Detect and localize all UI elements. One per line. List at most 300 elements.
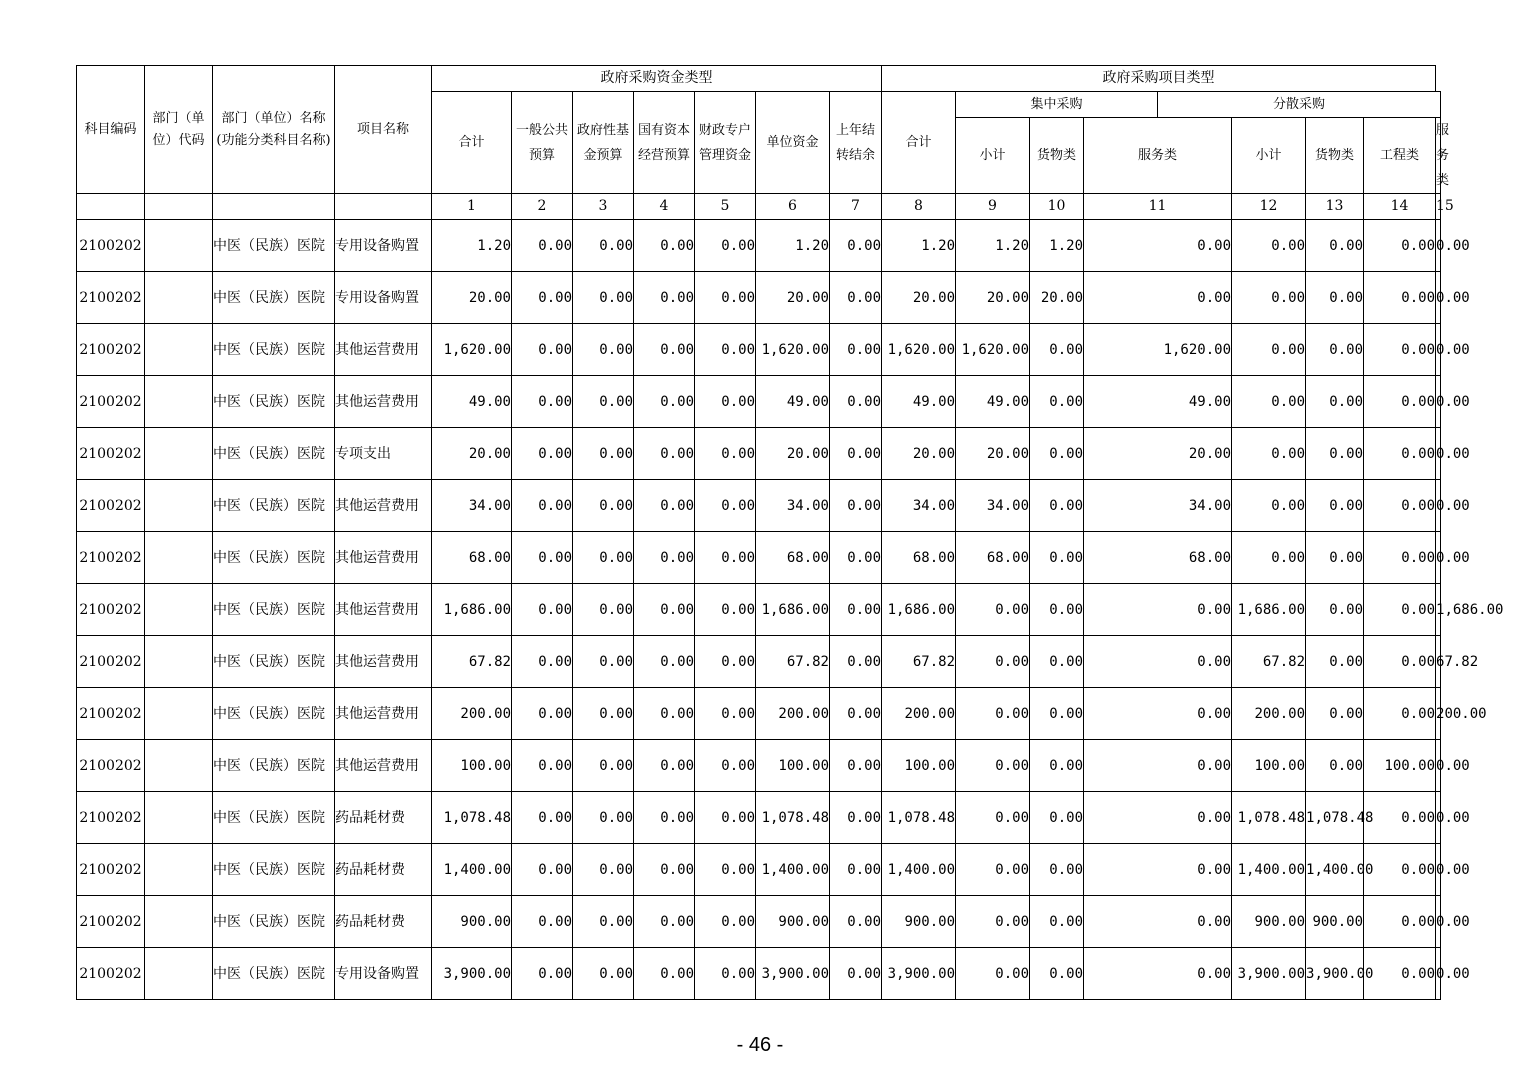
column-number: 4	[634, 194, 695, 220]
cell-amount: 0.00	[695, 636, 756, 688]
cell-amount: 34.00	[756, 480, 830, 532]
cell-amount: 0.00	[573, 220, 634, 272]
cell-subject-code: 2100202	[77, 948, 145, 1000]
column-number: 15	[1436, 194, 1441, 220]
cell-amount: 3,900.00	[1306, 948, 1364, 1000]
cell-amount: 0.00	[1306, 584, 1364, 636]
header-central-goods: 货物类	[1030, 118, 1084, 194]
cell-amount: 49.00	[1084, 376, 1232, 428]
cell-subject-code: 2100202	[77, 844, 145, 896]
cell-project-name: 药品耗材费	[335, 844, 432, 896]
cell-project-name: 其他运营费用	[335, 376, 432, 428]
cell-amount: 0.00	[695, 272, 756, 324]
cell-amount: 0.00	[830, 324, 882, 376]
cell-amount: 0.00	[1084, 896, 1232, 948]
cell-amount: 67.82	[1436, 636, 1441, 688]
header-blank-2	[145, 194, 213, 220]
cell-dept-code	[145, 948, 213, 1000]
cell-amount: 0.00	[1030, 688, 1084, 740]
header-fund-carry: 上年结转结余	[830, 92, 882, 194]
cell-amount: 0.00	[512, 948, 573, 1000]
cell-amount: 0.00	[695, 896, 756, 948]
cell-amount: 0.00	[695, 688, 756, 740]
table-row	[77, 324, 1441, 376]
cell-amount: 0.00	[1232, 324, 1306, 376]
cell-amount: 900.00	[756, 896, 830, 948]
procurement-table	[76, 65, 1504, 1000]
table-row	[77, 272, 1441, 324]
cell-dept-name: 中医（民族）医院	[213, 220, 335, 272]
cell-amount: 0.00	[1030, 324, 1084, 376]
cell-subject-code: 2100202	[77, 636, 145, 688]
cell-amount: 0.00	[1436, 376, 1441, 428]
header-fund-total: 合计	[432, 92, 512, 194]
cell-amount: 0.00	[1436, 480, 1441, 532]
cell-amount: 0.00	[1030, 428, 1084, 480]
cell-dept-name: 中医（民族）医院	[213, 740, 335, 792]
cell-amount: 0.00	[1084, 636, 1232, 688]
header-fund-special: 财政专户管理资金	[695, 92, 756, 194]
cell-amount: 0.00	[1030, 532, 1084, 584]
cell-amount: 0.00	[695, 948, 756, 1000]
cell-amount: 0.00	[1364, 324, 1436, 376]
cell-amount: 0.00	[1030, 844, 1084, 896]
header-dispersed-subtotal: 小计	[1232, 118, 1306, 194]
cell-subject-code: 2100202	[77, 792, 145, 844]
cell-amount: 20.00	[882, 272, 956, 324]
header-central-service: 服务类	[1084, 118, 1232, 194]
cell-amount: 0.00	[956, 688, 1030, 740]
cell-amount: 100.00	[1364, 740, 1436, 792]
table-body	[77, 220, 1504, 1000]
cell-dept-name: 中医（民族）医院	[213, 532, 335, 584]
cell-amount: 0.00	[634, 636, 695, 688]
cell-amount: 68.00	[956, 532, 1030, 584]
header-project-name: 项目名称	[335, 66, 432, 194]
cell-amount: 0.00	[830, 636, 882, 688]
cell-amount: 0.00	[956, 636, 1030, 688]
cell-dept-code	[145, 688, 213, 740]
cell-amount: 0.00	[1306, 688, 1364, 740]
cell-amount: 20.00	[882, 428, 956, 480]
cell-project-name: 专用设备购置	[335, 220, 432, 272]
cell-amount: 20.00	[756, 272, 830, 324]
cell-amount: 20.00	[432, 272, 512, 324]
cell-amount: 49.00	[756, 376, 830, 428]
cell-amount: 0.00	[1030, 740, 1084, 792]
cell-amount: 1,078.48	[432, 792, 512, 844]
column-number: 2	[512, 194, 573, 220]
cell-amount: 1,400.00	[1306, 844, 1364, 896]
cell-amount: 1.20	[882, 220, 956, 272]
cell-amount: 68.00	[1084, 532, 1232, 584]
column-number: 10	[1030, 194, 1084, 220]
cell-amount: 0.00	[573, 324, 634, 376]
cell-amount: 0.00	[573, 740, 634, 792]
cell-dept-code	[145, 376, 213, 428]
header-fund-general: 一般公共预算	[512, 92, 573, 194]
cell-amount: 0.00	[1030, 948, 1084, 1000]
column-number: 1	[432, 194, 512, 220]
cell-amount: 0.00	[512, 896, 573, 948]
cell-project-name: 其他运营费用	[335, 636, 432, 688]
cell-amount: 3,900.00	[756, 948, 830, 1000]
cell-amount: 0.00	[1030, 636, 1084, 688]
table-row	[77, 220, 1441, 272]
cell-amount: 0.00	[1436, 948, 1441, 1000]
cell-amount: 0.00	[1306, 428, 1364, 480]
column-number: 12	[1232, 194, 1306, 220]
cell-amount: 0.00	[573, 896, 634, 948]
cell-amount: 0.00	[573, 792, 634, 844]
cell-amount: 0.00	[1232, 376, 1306, 428]
cell-amount: 1,620.00	[882, 324, 956, 376]
cell-amount: 0.00	[512, 376, 573, 428]
cell-project-name: 专用设备购置	[335, 948, 432, 1000]
cell-amount: 3,900.00	[882, 948, 956, 1000]
cell-amount: 0.00	[1084, 948, 1232, 1000]
cell-amount: 0.00	[1306, 636, 1364, 688]
cell-amount: 0.00	[512, 688, 573, 740]
table-row	[77, 688, 1441, 740]
cell-amount: 0.00	[573, 428, 634, 480]
cell-amount: 0.00	[1084, 844, 1232, 896]
cell-amount: 0.00	[512, 584, 573, 636]
cell-dept-code	[145, 480, 213, 532]
cell-project-name: 专用设备购置	[335, 272, 432, 324]
cell-amount: 1,400.00	[1232, 844, 1306, 896]
cell-subject-code: 2100202	[77, 740, 145, 792]
table-row	[77, 636, 1441, 688]
cell-project-name: 药品耗材费	[335, 792, 432, 844]
header-dispersed-works: 工程类	[1364, 118, 1436, 194]
cell-amount: 0.00	[1306, 740, 1364, 792]
cell-amount: 200.00	[1232, 688, 1306, 740]
cell-amount: 67.82	[756, 636, 830, 688]
cell-amount: 0.00	[956, 948, 1030, 1000]
cell-amount: 0.00	[1232, 428, 1306, 480]
cell-amount: 0.00	[634, 740, 695, 792]
cell-amount: 0.00	[956, 584, 1030, 636]
cell-amount: 34.00	[432, 480, 512, 532]
cell-amount: 1,620.00	[1084, 324, 1232, 376]
cell-amount: 0.00	[573, 688, 634, 740]
cell-amount: 0.00	[695, 376, 756, 428]
cell-amount: 0.00	[1232, 220, 1306, 272]
cell-amount: 0.00	[956, 740, 1030, 792]
cell-amount: 0.00	[1436, 532, 1441, 584]
cell-amount: 0.00	[695, 584, 756, 636]
cell-amount: 0.00	[1232, 272, 1306, 324]
cell-amount: 68.00	[432, 532, 512, 584]
cell-amount: 20.00	[956, 428, 1030, 480]
cell-dept-code	[145, 428, 213, 480]
cell-amount: 0.00	[634, 220, 695, 272]
cell-amount: 0.00	[1306, 220, 1364, 272]
header-fund-gov: 政府性基金预算	[573, 92, 634, 194]
cell-dept-name: 中医（民族）医院	[213, 636, 335, 688]
cell-amount: 900.00	[432, 896, 512, 948]
cell-subject-code: 2100202	[77, 220, 145, 272]
cell-amount: 1,686.00	[756, 584, 830, 636]
cell-amount: 0.00	[695, 324, 756, 376]
cell-amount: 100.00	[882, 740, 956, 792]
cell-amount: 0.00	[512, 324, 573, 376]
column-number: 5	[695, 194, 756, 220]
cell-subject-code: 2100202	[77, 324, 145, 376]
cell-amount: 0.00	[1364, 844, 1436, 896]
cell-amount: 0.00	[1364, 688, 1436, 740]
table-row	[77, 584, 1441, 636]
cell-dept-name: 中医（民族）医院	[213, 376, 335, 428]
cell-amount: 0.00	[1436, 428, 1441, 480]
cell-subject-code: 2100202	[77, 376, 145, 428]
cell-amount: 0.00	[695, 844, 756, 896]
cell-amount: 0.00	[1364, 636, 1436, 688]
cell-amount: 0.00	[634, 844, 695, 896]
cell-amount: 0.00	[1364, 532, 1436, 584]
cell-amount: 0.00	[634, 584, 695, 636]
cell-amount: 1,620.00	[956, 324, 1030, 376]
cell-amount: 0.00	[695, 480, 756, 532]
cell-amount: 0.00	[1364, 428, 1436, 480]
cell-amount: 0.00	[512, 844, 573, 896]
cell-project-name: 其他运营费用	[335, 740, 432, 792]
cell-amount: 0.00	[830, 584, 882, 636]
cell-amount: 0.00	[830, 896, 882, 948]
cell-amount: 900.00	[1306, 896, 1364, 948]
cell-amount: 0.00	[1436, 844, 1441, 896]
cell-amount: 100.00	[1232, 740, 1306, 792]
cell-amount: 0.00	[956, 896, 1030, 948]
cell-amount: 0.00	[1364, 792, 1436, 844]
cell-amount: 0.00	[573, 480, 634, 532]
cell-amount: 200.00	[882, 688, 956, 740]
cell-amount: 67.82	[1232, 636, 1306, 688]
cell-amount: 200.00	[432, 688, 512, 740]
cell-amount: 1.20	[756, 220, 830, 272]
header-blank-1	[77, 194, 145, 220]
cell-amount: 0.00	[634, 428, 695, 480]
cell-dept-code	[145, 844, 213, 896]
cell-amount: 0.00	[1030, 584, 1084, 636]
cell-amount: 1,620.00	[756, 324, 830, 376]
cell-amount: 1.20	[432, 220, 512, 272]
cell-dept-name: 中医（民族）医院	[213, 272, 335, 324]
cell-amount: 0.00	[634, 324, 695, 376]
cell-amount: 0.00	[830, 688, 882, 740]
header-group-fund-type: 政府采购资金类型	[432, 66, 882, 92]
cell-amount: 0.00	[573, 532, 634, 584]
cell-amount: 0.00	[695, 792, 756, 844]
cell-project-name: 其他运营费用	[335, 532, 432, 584]
cell-amount: 49.00	[956, 376, 1030, 428]
cell-amount: 67.82	[882, 636, 956, 688]
cell-amount: 0.00	[1436, 740, 1441, 792]
cell-project-name: 其他运营费用	[335, 584, 432, 636]
page-number: - 46 -	[736, 1034, 784, 1056]
table-row	[77, 792, 1441, 844]
table-row	[77, 844, 1441, 896]
cell-amount: 0.00	[573, 584, 634, 636]
cell-amount: 0.00	[512, 428, 573, 480]
cell-amount: 0.00	[512, 532, 573, 584]
cell-dept-name: 中医（民族）医院	[213, 688, 335, 740]
cell-dept-name: 中医（民族）医院	[213, 584, 335, 636]
cell-amount: 0.00	[634, 792, 695, 844]
cell-amount: 1.20	[956, 220, 1030, 272]
cell-subject-code: 2100202	[77, 896, 145, 948]
cell-amount: 0.00	[1306, 376, 1364, 428]
cell-amount: 20.00	[1030, 272, 1084, 324]
cell-amount: 0.00	[830, 740, 882, 792]
cell-subject-code: 2100202	[77, 584, 145, 636]
cell-amount: 0.00	[634, 532, 695, 584]
cell-amount: 0.00	[1436, 792, 1441, 844]
cell-amount: 0.00	[695, 532, 756, 584]
cell-amount: 0.00	[830, 272, 882, 324]
column-number: 11	[1084, 194, 1232, 220]
cell-amount: 0.00	[1030, 792, 1084, 844]
header-subject-code: 科目编码	[77, 66, 145, 194]
cell-amount: 0.00	[1364, 480, 1436, 532]
cell-amount: 1,686.00	[1436, 584, 1441, 636]
cell-amount: 0.00	[512, 480, 573, 532]
cell-amount: 3,900.00	[1232, 948, 1306, 1000]
column-number: 3	[573, 194, 634, 220]
cell-amount: 20.00	[1084, 428, 1232, 480]
cell-subject-code: 2100202	[77, 428, 145, 480]
cell-subject-code: 2100202	[77, 532, 145, 584]
cell-dept-name: 中医（民族）医院	[213, 948, 335, 1000]
cell-project-name: 其他运营费用	[335, 688, 432, 740]
column-number: 6	[756, 194, 830, 220]
cell-amount: 0.00	[830, 792, 882, 844]
cell-amount: 0.00	[634, 948, 695, 1000]
cell-amount: 0.00	[1084, 220, 1232, 272]
cell-amount: 0.00	[573, 636, 634, 688]
header-blank-4	[335, 194, 432, 220]
cell-amount: 0.00	[1030, 480, 1084, 532]
cell-amount: 200.00	[756, 688, 830, 740]
cell-amount: 0.00	[695, 740, 756, 792]
cell-subject-code: 2100202	[77, 272, 145, 324]
cell-amount: 0.00	[634, 272, 695, 324]
cell-amount: 1,686.00	[432, 584, 512, 636]
cell-amount: 0.00	[695, 428, 756, 480]
cell-amount: 0.00	[695, 220, 756, 272]
table-row	[77, 532, 1441, 584]
cell-amount: 0.00	[830, 948, 882, 1000]
cell-amount: 0.00	[512, 272, 573, 324]
cell-amount: 200.00	[1436, 688, 1441, 740]
cell-amount: 0.00	[1084, 584, 1232, 636]
table-row	[77, 376, 1441, 428]
header-fund-state: 国有资本经营预算	[634, 92, 695, 194]
cell-amount: 1,686.00	[1232, 584, 1306, 636]
cell-dept-code	[145, 324, 213, 376]
cell-amount: 20.00	[956, 272, 1030, 324]
column-number: 9	[956, 194, 1030, 220]
cell-amount: 1,078.48	[1232, 792, 1306, 844]
table-row	[77, 480, 1441, 532]
cell-project-name: 其他运营费用	[335, 480, 432, 532]
header-group-central: 集中采购	[956, 92, 1158, 118]
cell-amount: 0.00	[634, 480, 695, 532]
header-dispersed-goods: 货物类	[1306, 118, 1364, 194]
header-dept-name: 部门（单位）名称(功能分类科目名称)	[213, 66, 335, 194]
cell-amount: 1,400.00	[432, 844, 512, 896]
cell-amount: 900.00	[882, 896, 956, 948]
cell-amount: 0.00	[1364, 272, 1436, 324]
cell-amount: 100.00	[432, 740, 512, 792]
cell-amount: 1,078.48	[756, 792, 830, 844]
cell-amount: 100.00	[756, 740, 830, 792]
cell-amount: 68.00	[882, 532, 956, 584]
cell-amount: 0.00	[830, 532, 882, 584]
cell-amount: 0.00	[1232, 532, 1306, 584]
cell-amount: 0.00	[1364, 584, 1436, 636]
header-dispersed-service: 服务类	[1436, 118, 1441, 194]
cell-amount: 34.00	[882, 480, 956, 532]
header-central-subtotal: 小计	[956, 118, 1030, 194]
cell-project-name: 药品耗材费	[335, 896, 432, 948]
cell-amount: 0.00	[1084, 792, 1232, 844]
cell-dept-code	[145, 584, 213, 636]
cell-project-name: 专项支出	[335, 428, 432, 480]
cell-dept-name: 中医（民族）医院	[213, 844, 335, 896]
cell-amount: 49.00	[432, 376, 512, 428]
table-row	[77, 740, 1441, 792]
header-group-project-type: 政府采购项目类型	[882, 66, 1436, 92]
cell-dept-name: 中医（民族）医院	[213, 896, 335, 948]
cell-amount: 0.00	[573, 272, 634, 324]
table-row	[77, 896, 1441, 948]
cell-amount: 20.00	[432, 428, 512, 480]
table-row	[77, 428, 1441, 480]
cell-dept-name: 中医（民族）医院	[213, 324, 335, 376]
cell-amount: 0.00	[1436, 896, 1441, 948]
header-fund-unit: 单位资金	[756, 92, 830, 194]
cell-amount: 0.00	[512, 740, 573, 792]
cell-amount: 0.00	[573, 844, 634, 896]
cell-amount: 67.82	[432, 636, 512, 688]
cell-amount: 1,620.00	[432, 324, 512, 376]
cell-amount: 0.00	[1084, 740, 1232, 792]
cell-amount: 0.00	[830, 428, 882, 480]
cell-amount: 1,078.48	[882, 792, 956, 844]
cell-amount: 0.00	[512, 792, 573, 844]
cell-dept-name: 中医（民族）医院	[213, 792, 335, 844]
header-dept-code: 部门（单位）代码	[145, 66, 213, 194]
cell-amount: 0.00	[1364, 948, 1436, 1000]
cell-amount: 0.00	[956, 844, 1030, 896]
cell-dept-code	[145, 896, 213, 948]
cell-amount: 20.00	[756, 428, 830, 480]
cell-amount: 0.00	[1436, 324, 1441, 376]
cell-dept-code	[145, 272, 213, 324]
cell-amount: 900.00	[1232, 896, 1306, 948]
cell-amount: 0.00	[634, 896, 695, 948]
cell-subject-code: 2100202	[77, 688, 145, 740]
cell-amount: 0.00	[634, 688, 695, 740]
column-number: 8	[882, 194, 956, 220]
header-group-dispersed: 分散采购	[1158, 92, 1441, 118]
cell-amount: 0.00	[1084, 688, 1232, 740]
cell-amount: 0.00	[830, 220, 882, 272]
cell-amount: 0.00	[1084, 272, 1232, 324]
cell-amount: 0.00	[1364, 896, 1436, 948]
